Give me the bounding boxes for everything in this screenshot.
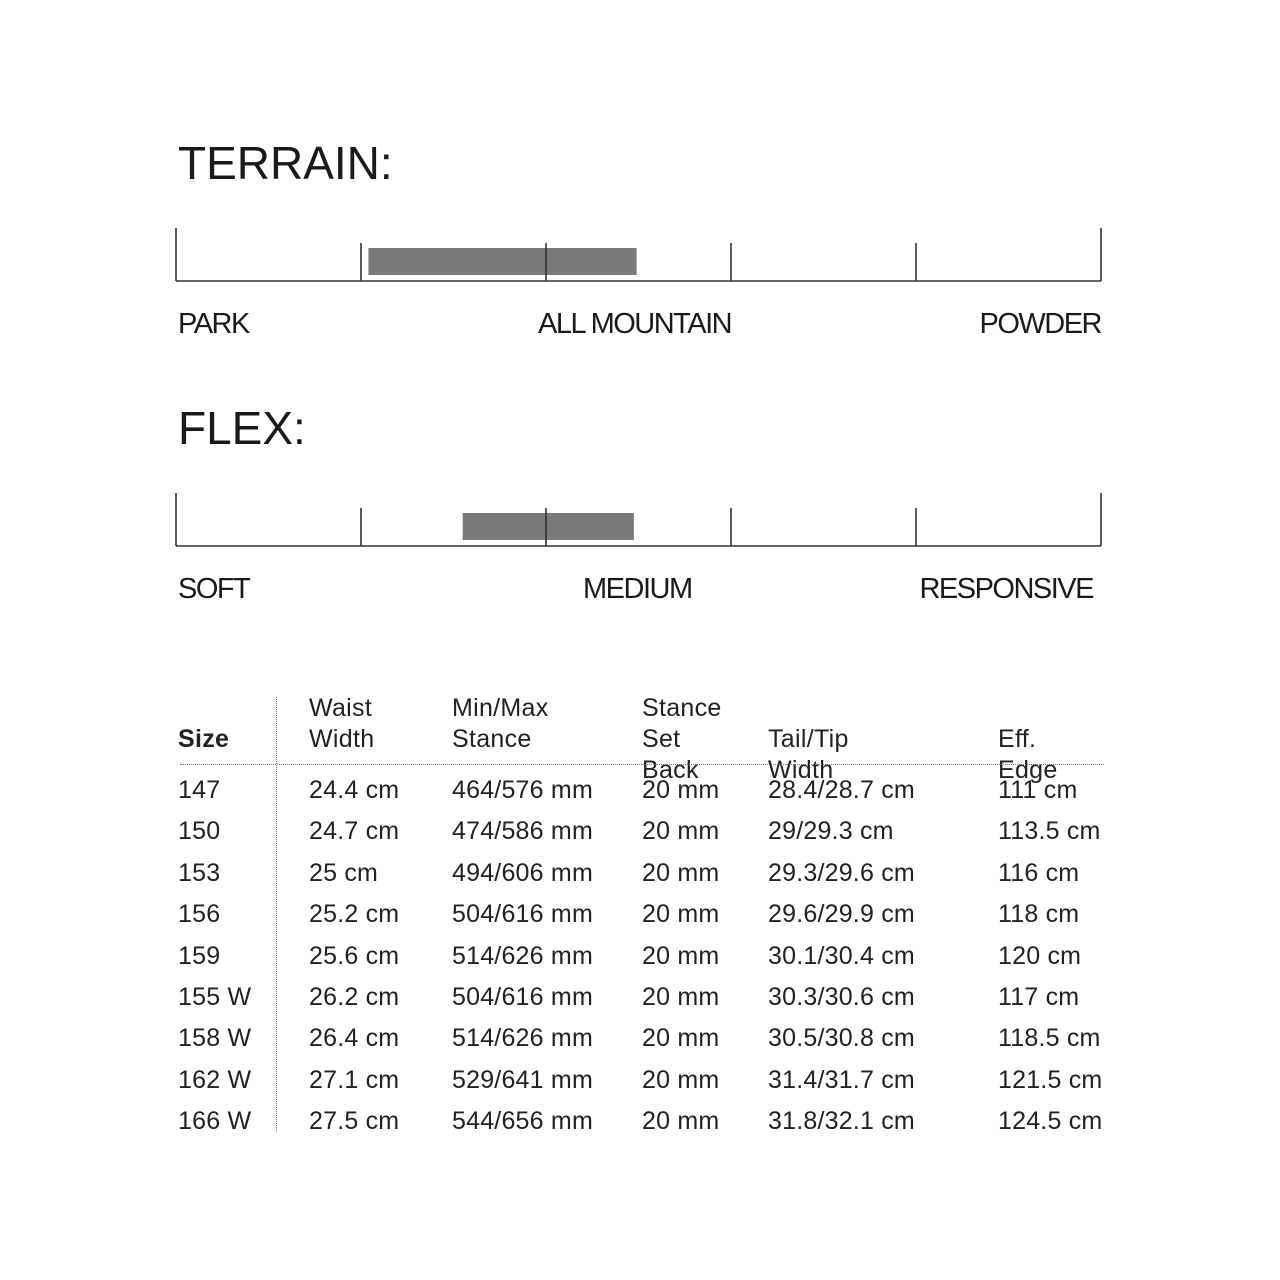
cell-waist-width: 25.2 cm (309, 900, 400, 929)
cell-tail-tip-width: 28.4/28.7 cm (768, 776, 915, 804)
cell-stance: 474/586 mm (452, 817, 593, 846)
flex-label-responsive: RESPONSIVE (919, 573, 1093, 605)
cell-set-back: 20 mm (642, 858, 720, 887)
flex-label-medium: MEDIUM (583, 573, 692, 605)
cell-waist-width: 27.1 cm (309, 1065, 400, 1094)
cell-waist-width: 26.2 cm (309, 983, 400, 1011)
flex-scale-graphic (176, 491, 1102, 551)
header-divider (180, 764, 1104, 765)
header-tail-tip-width: Tail/Tip Width (768, 725, 849, 784)
terrain-label-all-mountain: ALL MOUNTAIN (538, 308, 732, 340)
cell-eff-edge: 118.5 cm (998, 1024, 1101, 1053)
terrain-scale (176, 226, 1102, 286)
cell-eff-edge: 121.5 cm (998, 1065, 1103, 1094)
flex-heading: FLEX: (178, 402, 306, 454)
cell-eff-edge: 124.5 cm (998, 1107, 1103, 1136)
cell-tail-tip-width: 29.6/29.9 cm (768, 900, 915, 929)
cell-eff-edge: 118 cm (998, 900, 1080, 929)
cell-size: 155 W (178, 983, 252, 1011)
cell-tail-tip-width: 30.1/30.4 cm (768, 941, 915, 970)
cell-stance: 514/626 mm (452, 941, 593, 970)
cell-size: 159 (178, 941, 221, 970)
cell-tail-tip-width: 30.5/30.8 cm (768, 1024, 915, 1053)
cell-size: 158 W (178, 1024, 252, 1053)
cell-set-back: 20 mm (642, 1024, 720, 1053)
cell-stance: 494/606 mm (452, 858, 593, 887)
size-column-divider (276, 697, 277, 1132)
cell-set-back: 20 mm (642, 817, 720, 846)
cell-tail-tip-width: 31.8/32.1 cm (768, 1107, 915, 1136)
cell-size: 166 W (178, 1107, 252, 1136)
cell-size: 153 (178, 858, 221, 887)
header-eff-edge: Eff. Edge (998, 725, 1058, 784)
terrain-scale-graphic (176, 226, 1102, 286)
cell-stance: 529/641 mm (452, 1065, 593, 1094)
terrain-heading: TERRAIN: (178, 137, 393, 189)
cell-tail-tip-width: 31.4/31.7 cm (768, 1065, 915, 1094)
header-stance-set-back: Stance Set Back (642, 694, 722, 784)
header-size: Size (178, 725, 230, 753)
cell-waist-width: 25.6 cm (309, 941, 400, 970)
cell-stance: 544/656 mm (452, 1107, 593, 1136)
cell-size: 147 (178, 776, 221, 804)
cell-waist-width: 26.4 cm (309, 1024, 400, 1053)
cell-set-back: 20 mm (642, 900, 720, 929)
cell-stance: 464/576 mm (452, 776, 593, 804)
cell-size: 156 (178, 900, 221, 929)
cell-set-back: 20 mm (642, 983, 720, 1011)
cell-stance: 514/626 mm (452, 1024, 593, 1053)
cell-stance: 504/616 mm (452, 900, 593, 929)
cell-eff-edge: 111 cm (998, 776, 1078, 804)
cell-set-back: 20 mm (642, 1065, 720, 1094)
header-min-max-stance: Min/Max Stance (452, 694, 549, 753)
terrain-label-powder: POWDER (979, 308, 1101, 340)
cell-tail-tip-width: 29.3/29.6 cm (768, 858, 915, 887)
cell-waist-width: 25 cm (309, 858, 379, 887)
cell-eff-edge: 116 cm (998, 858, 1080, 887)
cell-eff-edge: 120 cm (998, 941, 1082, 970)
cell-waist-width: 27.5 cm (309, 1107, 400, 1136)
terrain-label-park: PARK (178, 308, 249, 340)
cell-size: 162 W (178, 1065, 252, 1094)
cell-stance: 504/616 mm (452, 983, 593, 1011)
flex-scale (176, 491, 1102, 551)
flex-label-soft: SOFT (178, 573, 250, 605)
cell-waist-width: 24.4 cm (309, 776, 400, 804)
cell-set-back: 20 mm (642, 941, 720, 970)
header-waist-width: Waist Width (309, 694, 375, 753)
cell-eff-edge: 117 cm (998, 983, 1080, 1011)
cell-tail-tip-width: 29/29.3 cm (768, 817, 894, 846)
flex-rating-bar (463, 513, 634, 540)
cell-eff-edge: 113.5 cm (998, 817, 1101, 846)
cell-size: 150 (178, 817, 221, 846)
cell-set-back: 20 mm (642, 776, 720, 804)
cell-tail-tip-width: 30.3/30.6 cm (768, 983, 915, 1011)
cell-set-back: 20 mm (642, 1107, 720, 1136)
terrain-rating-bar (368, 248, 636, 275)
cell-waist-width: 24.7 cm (309, 817, 400, 846)
